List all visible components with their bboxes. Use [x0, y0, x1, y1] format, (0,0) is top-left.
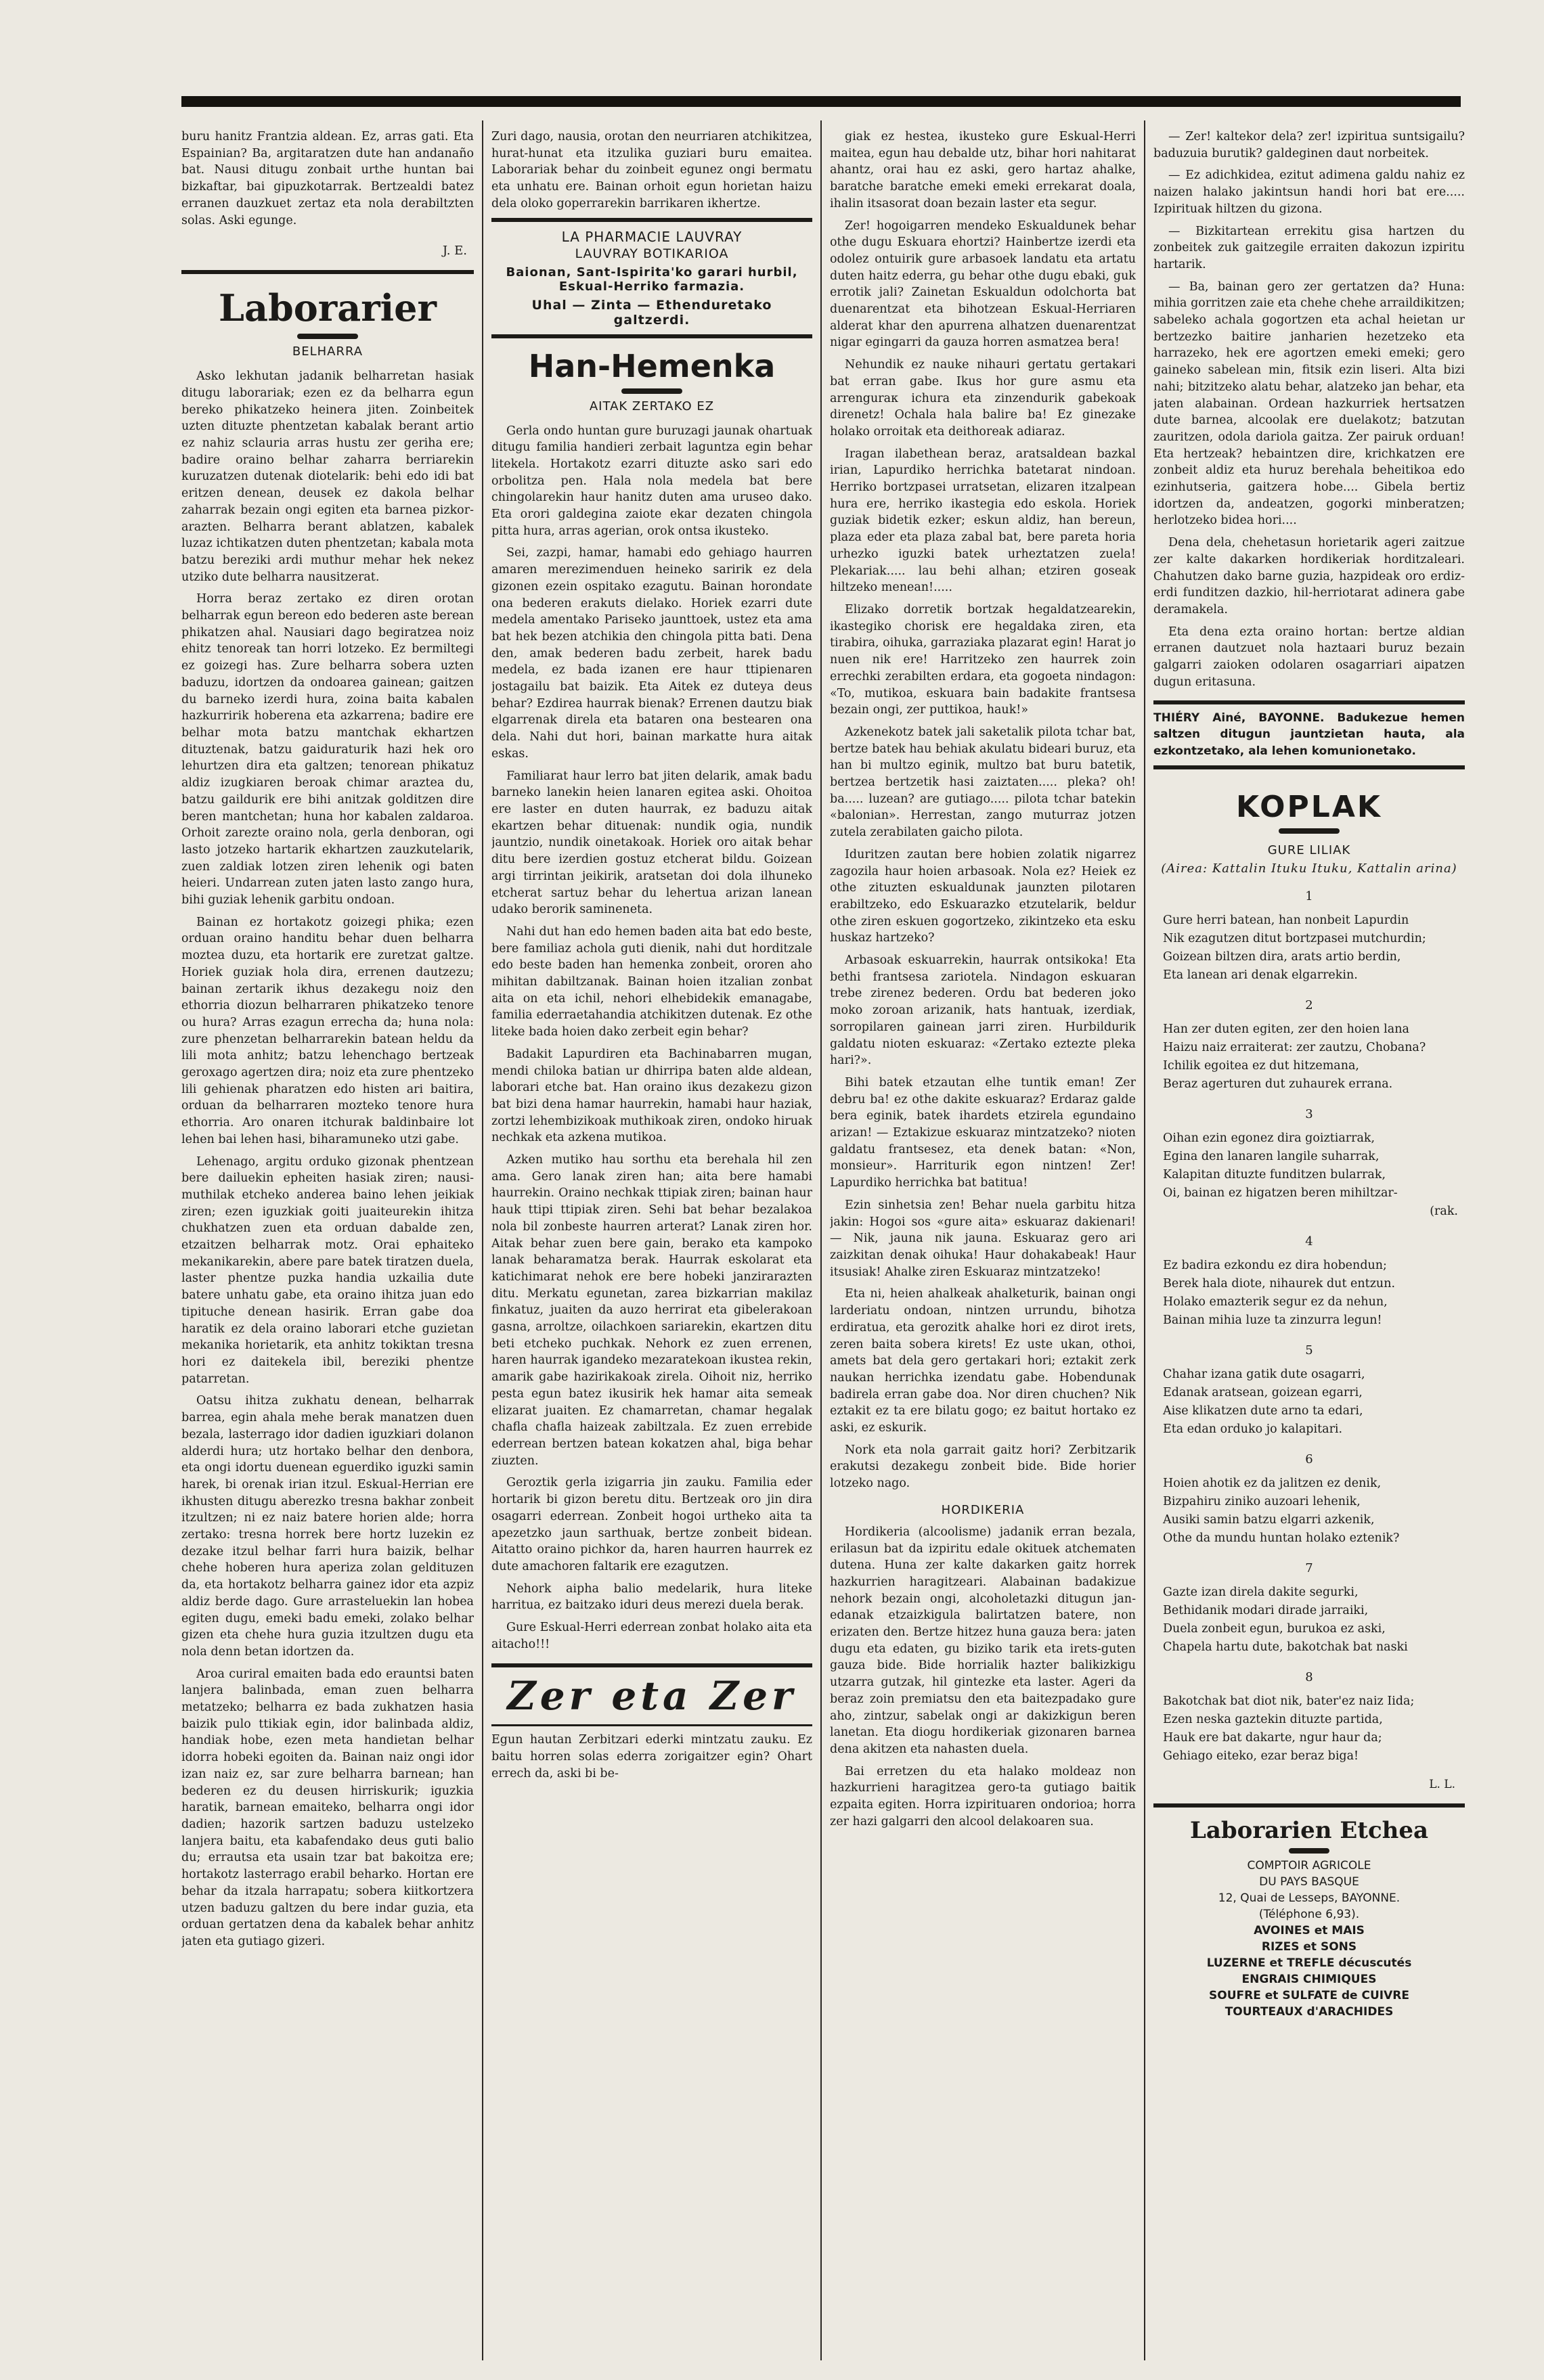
verse-line: Gazte izan direla dakite segurki,: [1163, 1585, 1359, 1599]
paragraph: Horra beraz zertako ez diren orotan belharrak egun bereon edo bederen aste berean phikatzen ahal. Nausiari dago begiratzea noiz ehitz tenoreak tan horri lotzeko. Ez bermiltegi ez goizegi has. Zure belharra sobera uzten baduzu, idortzen da ondoarea gainean; gaitzen du barneko izerdi hura, zoina baita kabalen hazkurririk hoberena eta azkarrena; badire ere belhar mota batzu mantchak ekhartzen dituztenak, batzu gaiduraturik hazi hek oro lehurtzen dira eta galtzen; tenorean phikatuz aldiz izugkiaren beroak chimar araztea du, batzu gaildurik ere bihi anitzak golditzen dire beren mantchetan; huna hor kabalen zaldaroa. Orhoit zarezte oraino nola, gerla denboran, ogi lasto jotzeko hartarik ekhartzen zauzkutelarik, zuen zaldiak lotzen ziren lehenik ogi baten heieri. Undarrean zuten jaten lasto zango hura, bihi guziak lehenik garbitu ondoan.: [181, 592, 474, 907]
etchea-line: RIZES et SONS: [1261, 1939, 1357, 1954]
verse-line: Gehiago eiteko, ezar beraz biga!: [1163, 1749, 1359, 1763]
koplak-title: KOPLAK: [1236, 789, 1382, 824]
verse-line: Ez badira ezkondu ez dira hobendun;: [1163, 1258, 1387, 1272]
paragraph: Familiarat haur lerro bat jiten delarik, amak badu barnеko lanekin heien lanaren egitea aski. Ohoitoa ere laster en duten haurrak, ez baduzu aitak ekartzen behar dituenak: nundik ogia, nundik jauntzio, nundik oinetakoak. Horiek oro aitak behar ditu bere izerdien gostuz etcherat bildu. Goizean argi tirrintan jeikirik, aratsetan doi dola ilhuneko etcherat sartuz behar du lehertua arizan lanean udako berorik samineneta.: [491, 769, 812, 917]
intro-paragraph: Zuri dago, nausia, orotan den neurriaren atchikitzea, hurat-hunat eta itzulika guziari buru emaitea. Laborariak behar du zoinbeit egunez ongi bermatu eta unhatu ere. Bainan orhoit egun horietan haizu dela oloko goperrarekin barrikaren ikhertze.: [491, 130, 812, 210]
hordikeria-continued: [1153, 129, 1465, 691]
verse-line: Nik ezagutzen ditut bortzpasei mutchurdin;: [1163, 931, 1426, 945]
paragraph: Bihi batek etzautan elhe tuntik eman! Zer debru ba! ez othe dakite eskuaraz? Erdaraz galde bera eginik, batek ihardets etzirela egundaino arizan! — Eztakizue eskuaraz mintzatzeko? nioten galdatu frantsesez, eta denek batan: «Non, monsieur». Harriturik egon nintzen! Zer! Lapurdiko herrichka bat batitua!: [830, 1075, 1136, 1190]
article-body: [830, 129, 1136, 1492]
paragraph: Azkenekotz batek jali saketalik pilota tchar bat, bertze batek hau behiak akulatu bideari buruz, eta han bi multzo eginik, multzo bat buru batetik, bertzea bertzetik hasi zaiztaten..... pleka? oh! ba..... luzean? are gutiago..... pilota tchar batekin «balonian». Herrestan, zango muturraz jotzen zutela zerabilaten gaicho pilota.: [830, 725, 1136, 840]
paragraph: Lehenago, argitu orduko gizonak phentzean bere dailuekin epheiten hasiak ziren; nausi-muthilak etcheko anderea baino lehen jeikiak ziren; ezen iguzkiak goiti juaiteurekin ihitza chukhatzen zuen eta orduan dabalde zen, etzaitzen belharrak motz. Orai ephaiteko mekanikarekin, abere pare batek tiratzen duela, laster phentze puzka handia uzkailia dute batere unhatu gabe, eta oraino ihitza juan edo tipituche denean hasirik. Erran gabe doa haratik ez dela oraino laborari etche guzietan mekanika horietarik, eta anhitz tokiktan tresna hori ez daitekela ibil, bereziki phentze patarretan.: [181, 1154, 474, 1386]
etchea-line: AVOINES et MAIS: [1254, 1923, 1365, 1937]
verse-line: Ichilik egoitea ez dut hitzemana,: [1163, 1058, 1359, 1073]
intro-signature: J. E.: [442, 244, 467, 259]
paragraph: — Zer! kaltekor dela? zer! izpiritua suntsigailu? baduzuia burutik? galdeginen daut norbeitek.: [1153, 130, 1465, 160]
verse-line: Beraz agerturen dut zuhaurek errana.: [1163, 1077, 1393, 1091]
stanza: [1163, 1257, 1465, 1330]
verse-line: Han zer duten egiten, zer den hoien lana: [1163, 1022, 1409, 1036]
article-subtitle: BELHARRA: [292, 344, 363, 359]
paragraph: Badakit Lapurdiren eta Bachinabarren mugan, mendi chiloka batian ur dhirripa baten alde aldean, laborari etche bat. Han oraino ikus dezakezu gizon bat bizi dena hamar haurrekin, hamabi haur haziak, zortzi lehembizikoak muthikoak ziren, ondoko hiruak nechkak eta azkena mutikoa.: [491, 1047, 812, 1145]
stanza-number: 1: [1305, 889, 1313, 903]
section-rule: [181, 270, 474, 274]
verse-line: Othe da mundu huntan holako eztenik?: [1163, 1531, 1400, 1545]
verse-line: Eta lanean ari denak elgarrekin.: [1163, 968, 1358, 982]
verse-line: Eta edan orduko jo kalapitari.: [1163, 1422, 1343, 1436]
etchea-line: SOUFRE et SULFATE de CUIVRE: [1209, 1988, 1409, 2002]
masthead-rule: [181, 96, 1461, 107]
verse-line: Ausiki samin batzu elgarri azkenik,: [1163, 1512, 1375, 1527]
paragraph: Iragan ilabethean beraz, aratsaldean bazkal irian, Lapurdiko herrichka batetarat nindoan. Herriko bortzpasei urratsetan, elizaren itzalpean hura ere, herriko ikastegia edo eskola. Horiek guziak bidetik ezker; eskun aldiz, han bereun, plaza eder eta plaza zabal bat, bere pareta horia urhezko iguzki batek urheztatzen zuela! Plekariak..... lau behi alhan; etziren goseak hiltzeko menean!.....: [830, 447, 1136, 595]
stanza: [1163, 1129, 1465, 1221]
paragraph: Gerla ondo huntan gure buruzagi jaunak ohartuak ditugu familia handieri zerbait laguntza egin behar litekela. Hortakotz ezarri dituzte asko sari edo orbolitza pen. Hala nola medela bat bere chingolarekin haur hanitz duten ama uruseo dako. Eta orori galdegina zaiote ekar dezaten chingola pitta hura, arras agerian, orok ontsa ikusteko.: [491, 424, 812, 538]
stanza-number: 6: [1305, 1452, 1313, 1466]
paragraph: Asko lekhutan jadanik belharretan hasiak ditugu laborariak; ezen ez da belharra egun bereko phikatzeko heinera jiten. Zoinbeitek uzten dituzte phentzetan kabalak berant artio ez nahiz sclauria arras hustu zer geriha ere; badire oraino belhar zaharra berriarekin kuruzatzen dutenak diotelarik: behi edo idi bat eritzen denean, deusek ez dakola belhar zaharrak bezain ongi egiten eta barnea pizkor-arazten. Belharra berant ablatzen, kabalek luzaz ichtikatzen duten phentzetan; kabala mota batzu bereziki ardi muthur mehar hek nekez utziko dute belharra nausitzerat.: [181, 369, 474, 584]
verse-line: Haizu naiz erraiterat: zer zautzu, Chobana?: [1163, 1040, 1426, 1054]
paragraph: Eta ni, heien ahalkeak ahalketurik, bainan ongi larderiatu ondoan, nintzen urrundu, bihotza erdiratua, eta gerozitk ahalke hori ez dirot irets, zeren baita soberа kirets! Ez uste ukan, othoi, amets bat dela gero gertakari hori; eztakit zerk naukan herrichka izendatu gabe. Hobendunak badirela erran gabe doa. Nor diren chuchen? Nik eztakit ez ta ere bilatu gogo; ez baitut hortako ez aski, ez eskurik.: [830, 1287, 1136, 1435]
section-rule: [491, 1724, 812, 1726]
stanza: [1163, 912, 1465, 985]
stanza-number: 4: [1305, 1234, 1313, 1249]
etchea-line: LUZERNE et TREFLE décuscutés: [1206, 1956, 1412, 1970]
stanza: [1163, 1366, 1465, 1439]
etchea-title: Laborarien Etchea: [1189, 1816, 1429, 1844]
verse-line: Chahar izana gatik dute osagarri,: [1163, 1367, 1365, 1381]
verse-line: Holako emazterik segur ez da nehun,: [1163, 1295, 1388, 1309]
thiery-notice: THIÉRY Ainé, BAYONNE. Badukezue hemen saltzen ditugun jauntzietan hauta, ala ezkontzetako, ala lehen komunionetako.: [1153, 711, 1465, 758]
etchea-line: TOURTEAUX d'ARACHIDES: [1225, 2004, 1394, 2019]
paragraph: Iduritzen zautan bere hobien zolatik nigarrez zagozila haur hoien arbasoak. Nola ez? Heiek ez othe zituzten eskualdunak jaunzten pilotaren erabiltzeko, edo Eskuarazko etzutelarik, beldur othe ziren eskuen gogortzeko, zikintzeko eta esku huskaz hartzeko?: [830, 847, 1136, 945]
verse-line: Edanak aratsean, goizean egarri,: [1163, 1385, 1363, 1399]
pharmacy-tagline: Uhal — Zinta — Ethenduretako galtzerdi.: [531, 297, 772, 328]
koplak-subtitle: GURE LILIAK: [1267, 843, 1351, 857]
stanza: [1163, 1692, 1465, 1766]
verse-line: Duela zonbeit egun, burukoa ez aski,: [1163, 1621, 1386, 1636]
stanza: [1163, 1584, 1465, 1657]
paragraph: giak ez hestea, ikusteko gure Eskual-Herri maitea, egun hau debalde utz, bihar hori nahitarat ahantz, orai hau ez aski, gero hartaz ahalke, baratche baratche emeki emeki errekarat doala, ihalin itsasorat doan bezain laster eta segur.: [830, 130, 1136, 210]
hordikeria-body: [830, 1524, 1136, 1831]
paragraph: Nork eta nola garrait gaitz hori? Zerbitzarik erakutsi dezakegu zonbeit bide. Bide horier lotzeko nago.: [830, 1443, 1136, 1491]
title-ornament: [621, 388, 682, 394]
stanza-number: 8: [1305, 1669, 1313, 1684]
verse-line: Oihan ezin egonez dira goiztiarrak,: [1163, 1131, 1375, 1145]
koplak-aire: (Airea: Kattalin Ituku Ituku, Kattalin arina): [1161, 861, 1457, 876]
article-body: [491, 423, 812, 1653]
verse-line: Oi, bainan ez higatzen beren mihiltzar-: [1163, 1186, 1398, 1200]
verse-line: Bizpahiru ziniko auzoari lehenik,: [1163, 1494, 1361, 1508]
title-ornament: [1289, 1848, 1329, 1854]
verse-continuation: (rak.: [1430, 1204, 1458, 1218]
verse-line: Bakotchak bat diot nik, bater'ez naiz Iida;: [1163, 1694, 1415, 1708]
column-4: [1153, 129, 1465, 2362]
paragraph: Arbasoak eskuarrekin, haurrak ontsikoka! Eta bethi frantsesa zariotela. Nindagon eskuaran trebe zirenez bederen. Ordu bat bederen joko moko zoroan arizanik, hats hantuak, izerdiak, sorropilaren gainean jarri ziren. Hurbildurik galdatu nioten eskuaraz: «Zertako eztezte pleka hari?».: [830, 953, 1136, 1068]
verse-line: Ezen neska gaztekin dituzte partida,: [1163, 1712, 1383, 1726]
pharmacy-subtitle: LAUVRAY BOTIKARIOA: [575, 246, 729, 261]
intro-paragraph: buru hanitz Frantzia aldean. Ez, arras gati. Eta Espainian? Ba, argitaratzen dute han andanaño bat. Nausi ditugu zonbait urthe huntan bai bizkaftar, bai gipuzkotarrak. Bertzealdi batez erranen dauzkuet zertaz eta nola derabiltzten solas. Aski egunge.: [181, 130, 474, 227]
paragraph: — Ez adichkidea, ezitut adimena galdu nahiz ez naizen halako jakintsun handi hori bat ere..... Izpirituak hiltzen du gizona.: [1153, 169, 1465, 216]
etchea-ad: [1153, 1858, 1465, 2020]
article-title: Laborarier: [219, 286, 437, 330]
column-2: [491, 129, 812, 2362]
paragraph: Nehundik ez nauke nihauri gertatu gertakari bat erran gabe. Ikus hor gure asmu eta arrenguraк ichura eta zinzendurik gabekoak direnetz! Ochala hala balire ba! Ez ginezake holako orroitak eta deithoreak adiaraz.: [830, 358, 1136, 439]
pharmacy-text: Baionan, Sant-Ispirita'ko garari hurbil, Eskual-Herriko farmazia.: [506, 265, 798, 294]
section-rule: [491, 218, 812, 222]
column-divider: [820, 120, 822, 2360]
section-rule: [1153, 1803, 1465, 1808]
stanza-number: 7: [1305, 1561, 1313, 1575]
etchea-line: COMPTOIR AGRICOLE: [1247, 1858, 1371, 1872]
column-divider: [482, 120, 483, 2360]
verse-line: Chapela hartu dute, bakotchak bat naski: [1163, 1640, 1408, 1654]
column-divider: [1144, 120, 1145, 2360]
paragraph: Dena dela, chehetasun horietarik ageri zaitzue zer kalte dakarken hordikeriak horditzaleari. Chahutzen dako barne guzia, hazpideak oro erdiz-erdi funditzen dazkio, hil-herriotarat adinera gabe deramakela.: [1153, 536, 1465, 616]
paragraph: Bai erretzen du eta halako moldeaz non hazkurrieni haragitzea gero-ta gutiago baitik ezpaita egiten. Horra izpirituaren ondorioa; horra zer hazi galgarri den alcool delakoaren sua.: [830, 1764, 1136, 1828]
paragraph: Eta dena ezta oraino hortan: bertze aldian erranen dautzuet nola haztaari buruz bezain galgarri zaioken odolaren osagarriari aipatzen dugun eritasuna.: [1153, 625, 1465, 689]
etchea-line: DU PAYS BASQUE: [1259, 1874, 1359, 1889]
koplak-stanzas: [1153, 889, 1465, 1766]
paragraph: Geroztik gerla izigarria jin zauku. Familia eder hortarik bi gizon beretu ditu. Bertzeak oro jin dira osagarri ederrean. Zonbeit hogoi urtheko aita ta apezetzko jaun sarthuak, bertze zonbeit bidean. Aitatto oraino pichkor da, haren haurren haurrek ez dute amachoren faltarik ere ezagutzen.: [491, 1476, 812, 1573]
stanza: [1163, 1475, 1465, 1548]
paragraph: Nahi dut han edo hemen baden aita bat edo beste, bere familiaz acholа guti dienik, nahi dut horditzale edo beste baden han hemenka zonbeit, ororen aho mihitan dabiltzanak. Bainan hoien itzalian zonbat aita on eta ichil, nehori elhebidekik emanagabe, familia ederraetahandia atchikitzen dutenak. Ez othe liteke bada hoien dako zerbeit egin behar?: [491, 924, 812, 1039]
column-1: [181, 129, 474, 2362]
paragraph: Hordikeria (alcoolisme) jadanik erran bezala, erilasun bat da izpiritu edale okituek atchematen dutena. Huna zer kalte dakarken gaitz horrek hazkurrien haragitzeari. Alabainan badakizue nehork bezain ongi, alcoholetazki ditugun jan-edanak etzaizkigula balirtatzen batere, non erizaten den. Bertze hitzez huna gauza bera: jaten dugu eta edaten, gu biziko tarik eta irets-guten gauza bide. Bide horrialik hazter balikizkigu utzarra gutzak, hil gintezke eta laster. Ageri da beraz zoin premiatsu den eta baitezpadako gure aho, zintzur, sabelak ongi ar dakizkigun beren lanetan. Eta diogu hordikeriak gizonaren barnea dena akitzen eta nahasten duela.: [830, 1525, 1136, 1756]
etchea-line: (Téléphone 6,93).: [1258, 1907, 1360, 1921]
paragraph: Elizako dorretik bortzak hegaldatzearekin, ikastegiko chorisk ere hegaldaka ziren, eta tirabira, oihuka, garraziaka plazarat egin! Harat jo nuen nik ere! Harritzeko zen haurrek zoin errechki zerabilten erdara, eta gogoeta nindagon: «To, mutikoa, eskuara bain badakite frantsesa bezain ongi, zer puttikoa, hauk!»: [830, 602, 1136, 717]
paragraph: Aroa curiral emaiten bada edo erauntsi baten lanjera balinbada, eman zuen belharra metatzeko; belharra ez bada zukhatzen hasia baizik pulo ttikiak egin, idor balinbada aldiz, handiak hobe, ezen meta handietan belhar idorra hobeki egoiten da. Bainan naiz ongi idor izan naiz ez, sar zure belharra barnean; han bederen ez du deusen hirriskurik; iguzkia haratik, barnean emaiteko, belharra ongi idor dadien; hazorik sartzen baduzu ustelzeko lanjera baitu, eta kabafendako deus guti balio du; errautsa eta usain tzar bat bakoitza ere; hortakotz lasterrago erabil beharko. Hortan ere behar da itzala harrapatu; sobera kiitkortzera utzen baduzu galtzen du bere indar guzia, eta orduan gertatzen dena da kabalek behar anhitz jaten eta gutiago gizeri.: [181, 1667, 474, 1948]
pharmacy-title: LA PHARMACIE LAUVRAY: [561, 228, 743, 245]
paragraph: Zer! hogoigarren mendeko Eskualdunek behar othe dugu Eskuara ehortzi? Hainbertze izerdi eta odolez ontuirik gure arbasoek landatu eta artatu duten haitz ederra, gu behar othe dugu ebaki, guk errotik jali? Zainetan Eskualdun odolchorta bat duenarentzat eta bihotzean Eskual-Herriaren alderat khar den apurrena alhatzen duenarentzat nigar egingarri da gauza horren asmatzea bera!: [830, 219, 1136, 350]
section-rule: [491, 1663, 812, 1667]
paragraph: Gure Eskual-Herri ederrean zonbat holako aita eta aitacho!!!: [491, 1621, 812, 1651]
paragraph: Azken mutiko hau sorthu eta berehala hil zen ama. Gero lanak ziren han; aita bere hamabi haurrekin. Oraino nechkak ttipiak ziren; bainan haur hauk ttipi ttipiak ziren. Sehi bat behar bezalakoa nola bil zonbeste haurren arterat? Lanak ziren hor. Aitak behar zuen bere gain, berako eta kampoko lanak beharamatza berak. Haurrak eskolarat eta katichimarat nehok ere bere hobeki janzirarazten ditu. Merkatu egunetan, zarea bizkarrian makilaz finkatuz, juaiten da auzo herrirat eta gibelerakoan gasna, arroltze, oilachkoen sariarekin, ekartzen ditu beti etcheko puchkak. Nehork ez zuen errenen, haren haurrak igandeko mezaratekoan ikustea rekin, amarik gabe hazirikakoak zirela. Oihoit niz, herriko pesta egun batez ikusirik hek hamar aita semeak elizarat juaiten. Ez chamarretan, chamar hegalak chafla chafla haizeak zabiltzala. Ez zuen errebide ederrean bertzen batean kokatzen ahal, biga behar ziuzten.: [491, 1153, 812, 1468]
title-ornament: [297, 334, 358, 339]
stanza-number: 5: [1305, 1343, 1313, 1357]
verse-line: Goizean biltzen dira, arats artio berdin,: [1163, 949, 1401, 964]
verse-line: Gure herri batean, han nonbeit Lapurdin: [1163, 913, 1409, 927]
paragraph: Oatsu ihitza zukhatu denean, belharrak barrea, egin ahala mehe berak manatzen duen bezala, lasterrago idor dadien iguzkiari dolanon alderdi hura; utz hortako belhar den denborа, eta ongi idortu duenean eguerdiko iguzki samin harek, bi orenak irian itzul. Eskual-Herrian ere ikhusten ditugu aberezko tresna bakhar zonbeit itzultzen; ni ez naiz batere horien alde; horra zertako: tresna horrek bere hortz luzekin ez dezake itzul belhar farri hura baizik, belhar chehe hoberen hura aperiza zolan geldituzen da, eta hortakotz belharra gainez idor eta azpiz aldiz berde dago. Gure arrasteluekin lan hobea egiten dugu, emeki badu emeki, zolako belhar gizen eta chehe hura guzia itzultzen dugu eta nola denn betan idortzen da.: [181, 1394, 474, 1659]
verse-line: Kalapitan dituzte funditzen bularrak,: [1163, 1167, 1386, 1182]
section-title: Han-Hemenka: [528, 347, 776, 384]
verse-line: Berek hala diote, nihaurek dut entzun.: [1163, 1276, 1396, 1290]
zer-eta-zer-title: Zer eta Zer: [507, 1673, 797, 1720]
paragraph: — Ba, bainan gero zer gertatzen da? Huna: mihia gorritzen zaie eta chehe chehe arraildikitzen; sabeleko achala gogortzen eta achal heietan ur bertzezko baitire janharien hezetzeko eta harrazeko, hek ere agortzen emeki emeki; gero gaineko sabelean min, fitsik ezin liseri. Alta bizi nahi; bitzitzeko alatu behar, alatzeko jan behar, eta jaten alabainan. Ordean hazkurriek hertsatzen dute barnea, alcoolak ere duelakotz; batzutan zauritzen, odola dariola gaitza. Zer pairuk orduan! Eta hertzeak? hebaintzen dire, krichkatzen ere zonbeit aldiz eta huruz berehala beheitikoa edo ezinhutseria, gaitzera hobe.... Gibela bertiz idortzen da, andeatzen, gogorki minberatzen; herlotzeko bidea hori....: [1153, 279, 1465, 528]
verse-line: Aise klikatzen dute arno ta edari,: [1163, 1404, 1363, 1418]
column-3: [830, 129, 1136, 2362]
stanza-number: 2: [1305, 997, 1313, 1012]
paragraph: Sei, zazpi, hamar, hamabi edo gehiago haurren amaren merezimenduen heineko saririk ez dela gizonen ezein ospitako ezagutu. Bainan horondate ona bederen erakuts dielako. Horiek ezarri dute medela amentako Pariseko jaunttoek, ustez eta ama bat hek bezen atchikia den chingola pitta bati. Dena den, amak bederen badu zerbeit, harek badu medela, ez bada izanen ere haur ttipienaren jostagailu bat baizik. Eta Aitek ez duteya deus behar? Ezdirea haurrak bienak? Errenen dautzu biak elgarrenak direla eta bataren ona bestearen ona dela. Nahi dut hori, bainan markatte hura aitak eskas.: [491, 546, 812, 761]
verse-line: Hauk ere bat dakarte, ngur haur da;: [1163, 1730, 1382, 1745]
paragraph: Bainan ez hortakotz goizegi phika; ezen orduan oraino handitu behar duen belharra moztea duzu, eta hortarik ere zuretzat galtze. Horiek guziak hola dira, errenen dautzezu; bainan zertarik ikhus dezakegu noiz den ethorria diozun belharraren phikatzeko tenore ou hura? Arras ezagun errecha da; huna nola: zure phenzetan belharrarekin batean heldu da lili mota anhitz; batzu lehenchago bertzeak geroxago agertzen dira; noiz eta zure phentzeko lili gehienak pharatzen edo histen ari baitira, orduan da belharraren mozteko tenore hura ethorria. Aro onaren itchurak baldinbaire lot lehen bai lehen hasi, biharamuneko utzi gabe.: [181, 915, 474, 1146]
etchea-line: ENGRAIS CHIMIQUES: [1241, 1972, 1377, 1986]
paragraph: Ezin sinhetsia zen! Behar nuela garbitu hitza jakin: Hogoi sos «gure aita» eskuaraz dakienari! — Nik, jauna nik jauna. Eskuaraz gero ari zaizkitan denak oihuka! Haur dohakabeak! Haur itsusiak! Ahalke ziren Eskuaraz mintzatzeko!: [830, 1198, 1136, 1279]
article-subtitle: AITAK ZERTAKO EZ: [589, 399, 715, 413]
section-rule: [1153, 765, 1465, 769]
stanza-number: 3: [1305, 1106, 1313, 1121]
verse-line: Bethidanik modari dirade jarraiki,: [1163, 1603, 1369, 1617]
koplak-signature: L. L.: [1429, 1777, 1455, 1791]
verse-line: Hoien ahotik ez da jalitzen ez denik,: [1163, 1476, 1382, 1490]
stanza: [1163, 1020, 1465, 1094]
hordikeria-subhead: HORDIKERIA: [941, 1502, 1025, 1517]
article-body: [181, 368, 474, 1950]
title-ornament: [1279, 828, 1340, 834]
etchea-line: 12, Quai de Lesseps, BAYONNE.: [1218, 1891, 1400, 1905]
paragraph: — Bizkitartean errekitu gisa hartzen du zonbeitek zuk gaitzegile erraiten dakozun izpiritu hartarik.: [1153, 224, 1465, 271]
section-rule: [1153, 700, 1465, 704]
verse-line: Bainan mihia luze ta zinzurra legun!: [1163, 1313, 1382, 1327]
paragraph: Nehork aipha balio medelarik, hura liteke harritua, ez baitzako iduri deus merezi duela berak.: [491, 1581, 812, 1613]
verse-line: Egina den lanaren langile suharrak,: [1163, 1149, 1380, 1163]
section-rule: [491, 334, 812, 338]
zer-paragraph: Egun hautan Zerbitzari ederki mintzatu zauku. Ez baitu horren solas ederra zorigaitzer egin? Ohart errech da, aski bi be-: [491, 1733, 812, 1780]
